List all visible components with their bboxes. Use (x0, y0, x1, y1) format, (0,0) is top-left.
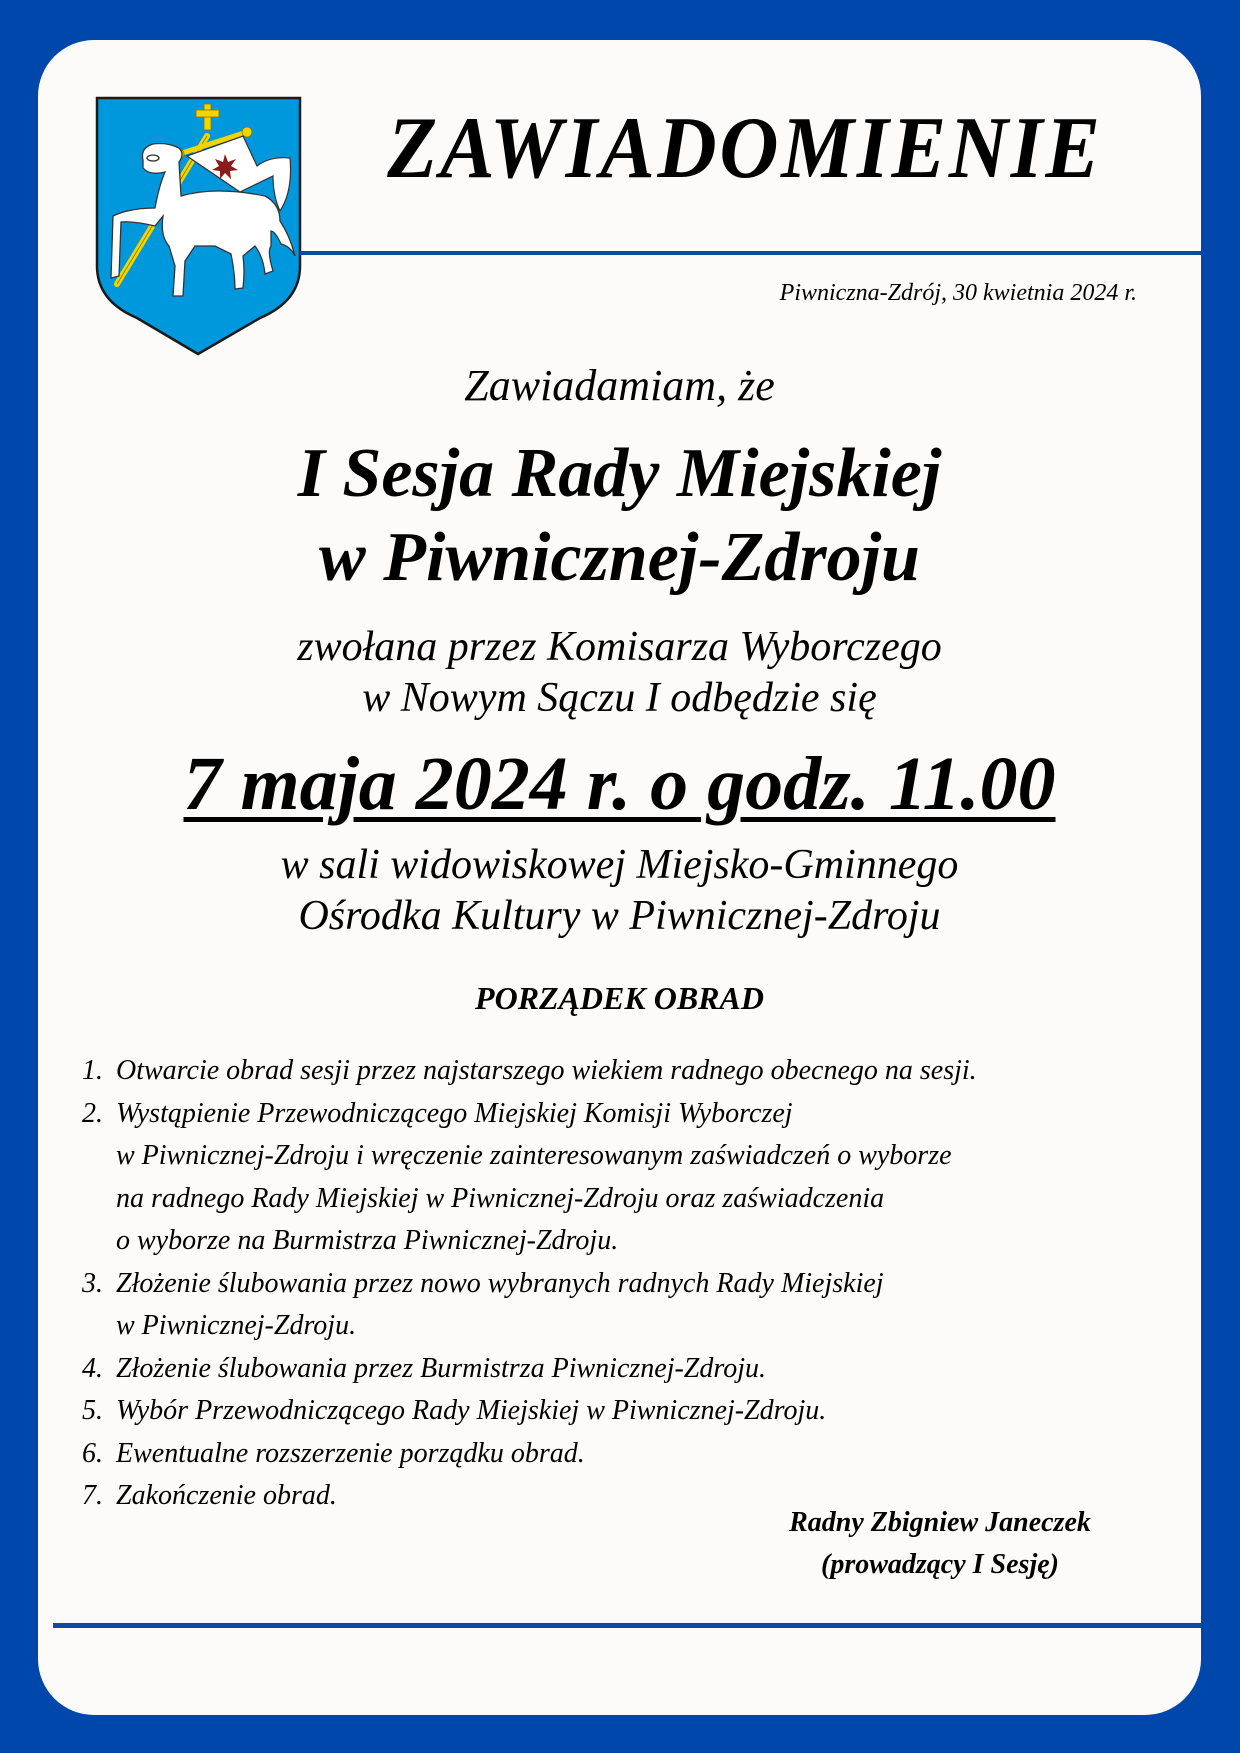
agenda-item-text (116, 1050, 1182, 1093)
agenda-item-line: Zakończenie obrad. (116, 1480, 337, 1511)
venue-line: Ośrodka Kultury w Piwnicznej-Zdroju (298, 893, 941, 939)
agenda-item-number: 5. (82, 1395, 103, 1426)
footer-divider (53, 1623, 1201, 1628)
agenda-item-number: 2. (82, 1097, 103, 1129)
agenda-item-text (116, 1093, 1182, 1263)
session-title-line: w Piwnicznej-Zdroju (319, 519, 920, 596)
header-divider (300, 251, 1201, 255)
agenda-item (82, 1390, 1182, 1433)
signature-block (740, 1502, 1140, 1586)
agenda-item-line: Złożenie ślubowania przez Burmistrza Piwnicznej-Zdroju. (116, 1352, 767, 1384)
agenda-item-number: 3. (82, 1267, 103, 1299)
agenda-item-text (116, 1348, 1182, 1391)
agenda-item-line: Otwarcie obrad sesji przez najstarszego wiekiem radnego obecnego na sesji. (116, 1055, 977, 1086)
agenda-item (82, 1050, 1182, 1093)
agenda-item (82, 1348, 1182, 1391)
agenda-item-text (116, 1263, 1182, 1348)
agenda-item-line: Ewentualne rozszerzenie porządku obrad. (116, 1437, 585, 1469)
agenda-item (82, 1263, 1182, 1348)
agenda-item-number: 4. (82, 1352, 103, 1384)
agenda-item-line: na radnego Rady Miejskiej w Piwnicznej-Zdroju oraz zaświadczenia (116, 1182, 885, 1214)
convened-line: zwołana przez Komisarza Wyborczego (297, 624, 942, 670)
session-title-line: I Sesja Rady Miejskiej (297, 435, 942, 512)
agenda-item-line: Złożenie ślubowania przez nowo wybranych radnych Rady Miejskiej (116, 1267, 884, 1299)
place-and-date: Piwniczna-Zdrój, 30 kwietnia 2024 r. (779, 280, 1137, 306)
agenda-item (82, 1093, 1182, 1263)
agenda-item-number: 1. (82, 1055, 103, 1086)
venue-line: w sali widowiskowej Miejsko-Gminnego (280, 842, 959, 888)
agenda-item-text (116, 1390, 1182, 1433)
venue (38, 840, 1201, 942)
agenda-item-line: o wyborze na Burmistrza Piwnicznej-Zdroju. (116, 1225, 619, 1256)
agenda-item-number: 7. (82, 1480, 103, 1511)
session-title (38, 432, 1201, 600)
signatory-role: (prowadzący I Sesję) (821, 1549, 1059, 1580)
session-date-time: 7 maja 2024 r. o godz. 11.00 (183, 742, 1056, 826)
notice-title: ZAWIADOMIENIE (387, 100, 1103, 197)
agenda-item-text (116, 1433, 1182, 1476)
agenda-heading: PORZĄDEK OBRAD (475, 980, 764, 1016)
agenda-item-line: Wybór Przewodniczącego Rady Miejskiej w Piwnicznej-Zdroju. (116, 1395, 827, 1426)
agenda-item (82, 1433, 1182, 1476)
agenda-item-line: Wystąpienie Przewodniczącego Miejskiej Komisji Wyborczej (116, 1097, 793, 1129)
agenda-item-line: w Piwnicznej-Zdroju. (116, 1310, 357, 1341)
agenda-item-line: w Piwnicznej-Zdroju i wręczenie zainteresowanym zaświadczeń o wyborze (116, 1140, 952, 1171)
convened-line: w Nowym Sączu I odbędzie się (362, 675, 877, 721)
convened-by (38, 622, 1201, 724)
agenda-item-number: 6. (82, 1437, 103, 1469)
signatory-name: Radny Zbigniew Janeczek (789, 1507, 1091, 1538)
coat-of-arms-lamb-icon (95, 96, 302, 356)
intro-text: Zawiadamiam, że (464, 361, 775, 410)
agenda-list (82, 1050, 1182, 1518)
